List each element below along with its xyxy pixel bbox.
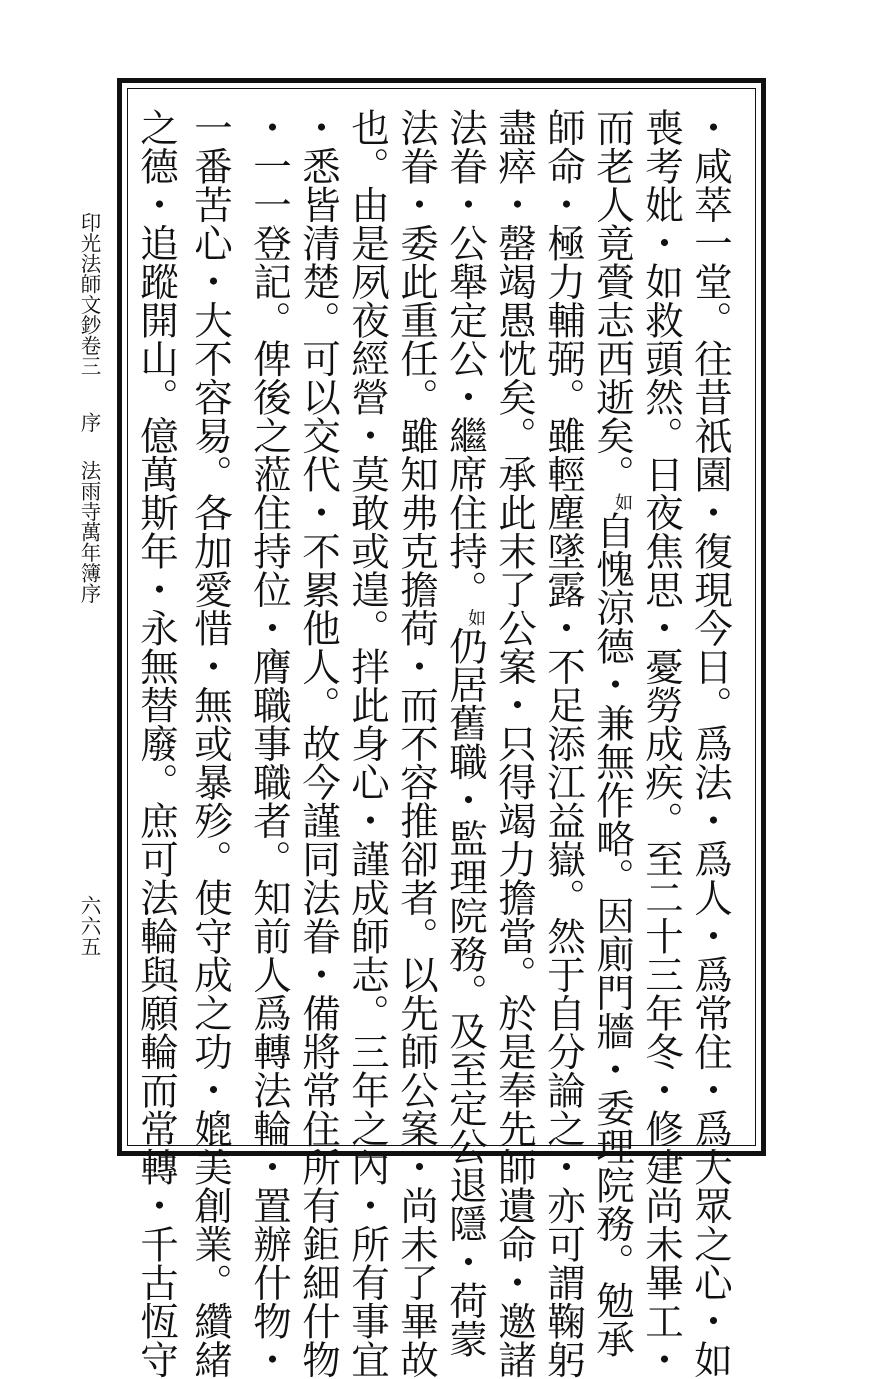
text-column-2: 喪考妣・如救頭然。日夜焦思・憂勞成疾。至二十三年冬・修建尚未畢工・: [639, 108, 684, 1379]
text-column-8: 也。由是夙夜經營・莫敢或遑。拌此身心・謹成師志。三年之內・所有事宜: [345, 108, 390, 1379]
margin-book-title: 印光法師文鈔卷三: [77, 212, 101, 376]
text-column-3: 而老人竟賫志西逝矣。如自愧涼德・兼無作略。因廁門牆・委理院務。勉承: [590, 108, 635, 1358]
text-column-4: 師命・極力輔弼。雖輕塵墜露・不足添江益嶽。然于自分論之・亦可謂鞠躬: [541, 108, 586, 1379]
text-column-10: ・一一登記。俾後之蒞住持位・膺職事職者。知前人爲轉法輪・置辦什物・: [247, 108, 292, 1379]
small-note-char: 如: [465, 608, 486, 627]
text-column-6: 法眷・公舉定公・繼席住持。如仍居舊職・監理院務。及至定公退隱・荷蒙: [443, 108, 488, 1358]
margin-section-label: 序: [77, 412, 101, 433]
text-column-11: 一番苦心・大不容易。各加愛惜・無或暴殄。使守成之功・媲美創業。纘緒: [188, 108, 233, 1379]
text-column-9: ・悉皆清楚。可以交代・不累他人。故今謹同法眷・備將常住所有鉅細什物: [296, 108, 341, 1379]
text-column-12: 之德・追蹤開山。億萬斯年・永無替廢。庶可法輪與願輪而常轉・千古恆守: [134, 108, 179, 1379]
text-column-7: 法眷・委此重任。雖知弗克擔荷・而不容推卻者。以先師公案・尚未了畢故: [394, 108, 439, 1379]
margin-chapter-title: 法雨寺萬年簿序: [77, 460, 101, 604]
small-note-char: 如: [612, 493, 633, 511]
text-column-5: 盡瘁・罄竭愚忱矣。承此末了公案・只得竭力擔當。於是奉先師遺命・邀諸: [492, 108, 537, 1379]
text-column-1: ・咸萃一堂。往昔祇園・復現今日。爲法・爲人・爲常住・爲大眾之心・如: [688, 108, 733, 1379]
margin-page-number: 六六五: [77, 895, 101, 957]
